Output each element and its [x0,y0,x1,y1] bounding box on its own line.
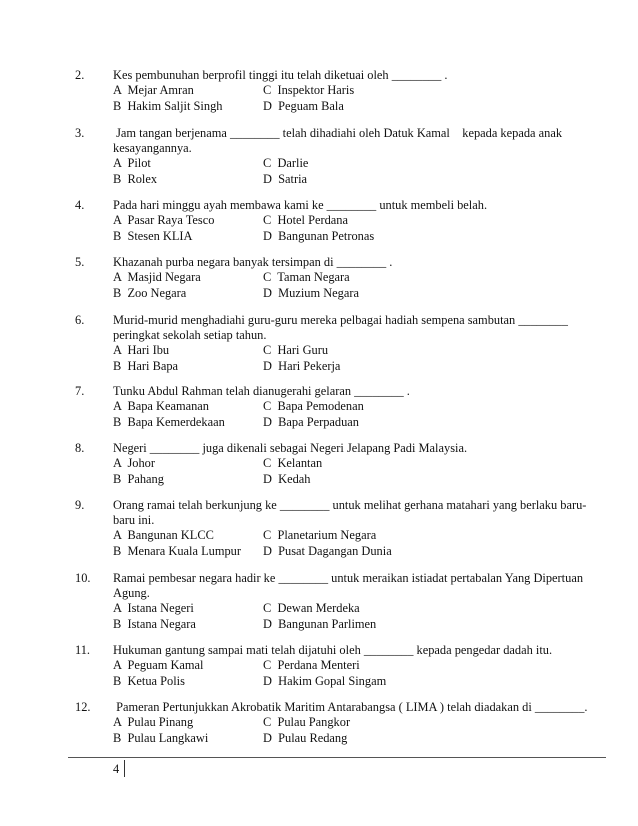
answer-option: A Hari Ibu [113,343,170,357]
question-body [113,68,605,114]
question-text: Pameran Pertunjukkan Akrobatik Maritim Antarabangsa ( LIMA ) telah diadakan di ________. [113,700,588,714]
answer-option: B Zoo Negara [113,285,187,300]
answer-option: C Kelantan [263,456,323,470]
question-number: 8. [75,441,85,455]
option-row [113,83,605,99]
answer-option: A Masjid Negara [113,270,201,284]
answer-option: A Istana Negeri [113,601,194,615]
question-number: 11. [75,643,91,657]
answer-option: C Darlie [263,156,309,170]
option-row [113,99,605,115]
question-text: Kes pembunuhan berprofil tinggi itu telah diketuai oleh ________ . [113,68,448,82]
option-row [113,343,605,359]
answer-option: B Hari Bapa [113,358,179,373]
answer-option: D Bapa Perpaduan [263,414,359,429]
option-row [113,270,605,286]
question-number: 7. [75,384,85,398]
answer-option: C Hari Guru [263,343,329,357]
answer-option: A Johor [113,456,155,470]
answer-option: B Istana Negara [113,616,196,631]
option-row [113,286,605,302]
option-row [113,715,605,731]
answer-option: C Planetarium Negara [263,528,377,542]
answer-option: A Peguam Kamal [113,658,204,672]
question-number: 12. [75,700,91,714]
footer-rule [68,757,606,758]
option-row [113,617,605,633]
answer-option: B Menara Kuala Lumpur [113,543,241,558]
question-text: Negeri ________ juga dikenali sebagai Negeri Jelapang Padi Malaysia. [113,441,468,455]
option-row [113,601,605,617]
answer-option: D Bangunan Parlimen [263,616,377,631]
option-row [113,359,605,375]
answer-option: D Hakim Gopal Singam [263,673,387,688]
question-number: 10. [75,571,91,585]
answer-option: B Hakim Saljit Singh [113,98,223,113]
question-body [113,643,605,689]
answer-option: A Mejar Amran [113,83,194,97]
question-number: 6. [75,313,85,327]
question-body [113,255,605,301]
option-row [113,415,605,431]
question-body [113,126,605,187]
option-row [113,674,605,690]
answer-option: C Perdana Menteri [263,658,360,672]
question-text: Ramai pembesar negara hadir ke ________ untuk meraikan istiadat pertabalan Yang Dipertuan Agung. [113,571,586,600]
question-text: Murid-murid menghadiahi guru-guru mereka pelbagai hadiah sempena sambutan ________ peringkat sekolah setiap tahun. [113,313,571,342]
answer-option: D Pusat Dagangan Dunia [263,543,392,558]
answer-option: A Bangunan KLCC [113,528,214,542]
answer-option: C Taman Negara [263,270,350,284]
answer-option: C Dewan Merdeka [263,601,360,615]
option-row [113,229,605,245]
page-number: 4 [113,762,120,776]
option-row [113,399,605,415]
option-row [113,213,605,229]
answer-option: D Hari Pekerja [263,358,341,373]
answer-option: D Peguam Bala [263,98,344,113]
answer-option: D Bangunan Petronas [263,228,375,243]
option-row [113,658,605,674]
option-row [113,472,605,488]
question-number: 4. [75,198,85,212]
question-number: 3. [75,126,85,140]
question-body [113,441,605,487]
answer-option: B Pahang [113,471,164,486]
answer-option: C Bapa Pemodenan [263,399,364,413]
option-row [113,456,605,472]
question-number: 9. [75,498,85,512]
option-row [113,731,605,747]
answer-option: A Pulau Pinang [113,715,194,729]
question-number: 5. [75,255,85,269]
answer-option: A Bapa Keamanan [113,399,209,413]
question-number: 2. [75,68,85,82]
answer-option: B Bapa Kemerdekaan [113,414,225,429]
question-body [113,198,605,244]
question-body [113,498,605,559]
question-text: Jam tangan berjenama ________ telah dihadiahi oleh Datuk Kamal kepada kepada anak kesayangannya. [113,126,566,155]
question-text: Orang ramai telah berkunjung ke ________ untuk melihat gerhana matahari yang berlaku baru-baru ini. [113,498,587,527]
question-body [113,571,605,632]
question-text: Hukuman gantung sampai mati telah dijatuhi oleh ________ kepada pengedar dadah itu. [113,643,553,657]
answer-option: D Kedah [263,471,311,486]
answer-option: C Hotel Perdana [263,213,348,227]
option-row [113,172,605,188]
question-text: Khazanah purba negara banyak tersimpan di ________ . [113,255,393,269]
answer-option: B Stesen KLIA [113,228,193,243]
answer-option: D Pulau Redang [263,730,348,745]
option-row [113,528,605,544]
question-body [113,384,605,430]
page-number-divider [124,760,125,777]
answer-option: B Ketua Polis [113,673,185,688]
question-body [113,313,605,374]
answer-option: B Rolex [113,171,158,186]
question-text: Pada hari minggu ayah membawa kami ke ________ untuk membeli belah. [113,198,488,212]
answer-option: A Pasar Raya Tesco [113,213,215,227]
answer-option: A Pilot [113,156,151,170]
question-text: Tunku Abdul Rahman telah dianugerahi gelaran ________ . [113,384,410,398]
option-row [113,544,605,560]
answer-option: D Muzium Negara [263,285,359,300]
answer-option: C Inspektor Haris [263,83,355,97]
answer-option: B Pulau Langkawi [113,730,209,745]
question-body [113,700,605,746]
answer-option: D Satria [263,171,308,186]
answer-option: C Pulau Pangkor [263,715,351,729]
option-row [113,156,605,172]
